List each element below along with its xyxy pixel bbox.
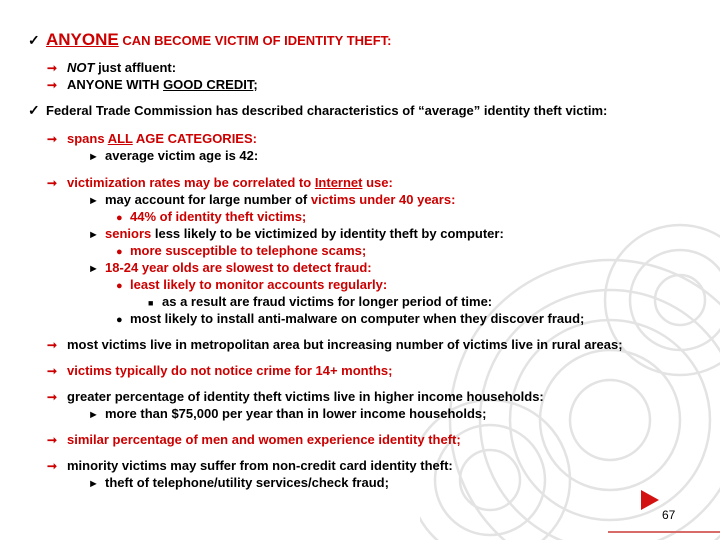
ftc-line [28,103,607,118]
arrow-icon: ➞ [47,132,58,146]
internet-line [47,175,393,191]
avg-age-text: average victim age is 42: [105,148,259,163]
fraud18-line [88,260,372,277]
gender-line [47,432,461,448]
under40-line [88,192,455,209]
bullet-icon: ● [116,314,123,326]
internet-post: use: [362,175,393,190]
telephone-text: theft of telephone/utility services/check fraud; [105,475,389,490]
arrow-icon: ➞ [47,176,58,190]
good-credit-line [47,77,258,93]
phone-text: more susceptible to telephone scams; [130,243,367,258]
square-bullet-icon: ■ [148,298,154,308]
age-pre: spans [67,131,108,146]
pct44-line [116,209,306,226]
under40-pre: may account for large number of [105,192,311,207]
gender-text: similar percentage of men and women experience identity theft; [67,432,461,447]
arrow-icon: ➞ [47,338,58,352]
bullet-icon: ● [116,246,123,258]
under40-red: victims under 40 years: [310,192,456,207]
not-rest: just affluent: [94,60,177,75]
metro-text: most victims live in metropolitan area but increasing number of victims live in rural areas; [67,337,623,352]
arrow-icon: ➞ [47,61,58,75]
not-text: NOT [67,60,95,75]
good-credit-pre: ANYONE WITH [67,77,164,92]
antimalware-text: most likely to install anti-malware on computer when they discover fraud; [130,311,585,326]
next-slide-arrow-icon[interactable] [641,490,659,510]
arrow-icon: ➞ [47,390,58,404]
heading-rest: CAN BECOME VICTIM OF IDENTITY THEFT: [118,33,392,48]
monitor-text: least likely to monitor accounts regularly: [130,277,388,292]
seniors-line [88,226,504,243]
antimalware-line [116,311,584,328]
page-number: 67 [662,508,676,522]
notice-line [47,363,392,379]
notice-text: victims typically do not notice crime for 14+ months; [67,363,393,378]
fraud18-text: 18-24 year olds are slowest to detect fraud: [105,260,372,275]
check-icon: ✓ [28,32,40,48]
arrow-icon: ➞ [47,433,58,447]
arrow-icon: ➞ [47,78,58,92]
seniors-red: seniors [105,226,152,241]
income75-text: more than $75,000 per year than in lower income households; [105,406,487,421]
good-credit-post: ; [253,77,258,92]
longer-text: as a result are fraud victims for longer period of time: [162,294,493,309]
minority-line [47,458,453,474]
ftc-text: Federal Trade Commission has described characteristics of “average” identity theft victim: [46,103,608,118]
heading-lead: ANYONE [46,30,119,49]
not-affluent-line [47,60,176,76]
age-line [47,131,257,147]
triangle-icon: ► [88,478,99,490]
telephone-line [88,475,389,492]
bullet-icon: ● [116,280,123,292]
bullet-icon: ● [116,212,123,224]
check-icon: ✓ [28,102,40,118]
pct44-text: 44% of identity theft victims; [130,209,307,224]
income75-line [88,406,486,423]
income-text: greater percentage of identity theft victims live in higher income households: [67,389,544,404]
concentric-circles-decoration [420,220,720,540]
avg-age-line [88,148,258,165]
age-all: ALL [107,131,133,146]
longer-line [148,294,492,311]
age-post: AGE CATEGORIES: [132,131,257,146]
triangle-icon: ► [88,263,99,275]
income-line [47,389,544,405]
internet-pre: victimization rates may be correlated to [67,175,315,190]
good-credit-link: GOOD CREDIT [163,77,254,92]
triangle-icon: ► [88,151,99,163]
arrow-icon: ➞ [47,364,58,378]
monitor-line [116,277,387,294]
minority-text: minority victims may suffer from non-credit card identity theft: [67,458,453,473]
internet-u: Internet [314,175,363,190]
metro-line [47,337,623,353]
triangle-icon: ► [88,229,99,241]
triangle-icon: ► [88,195,99,207]
seniors-post: less likely to be victimized by identity theft by computer: [151,226,504,241]
triangle-icon: ► [88,409,99,421]
phone-line [116,243,366,260]
heading-line [28,30,392,51]
arrow-icon: ➞ [47,459,58,473]
footer-divider [608,531,720,533]
